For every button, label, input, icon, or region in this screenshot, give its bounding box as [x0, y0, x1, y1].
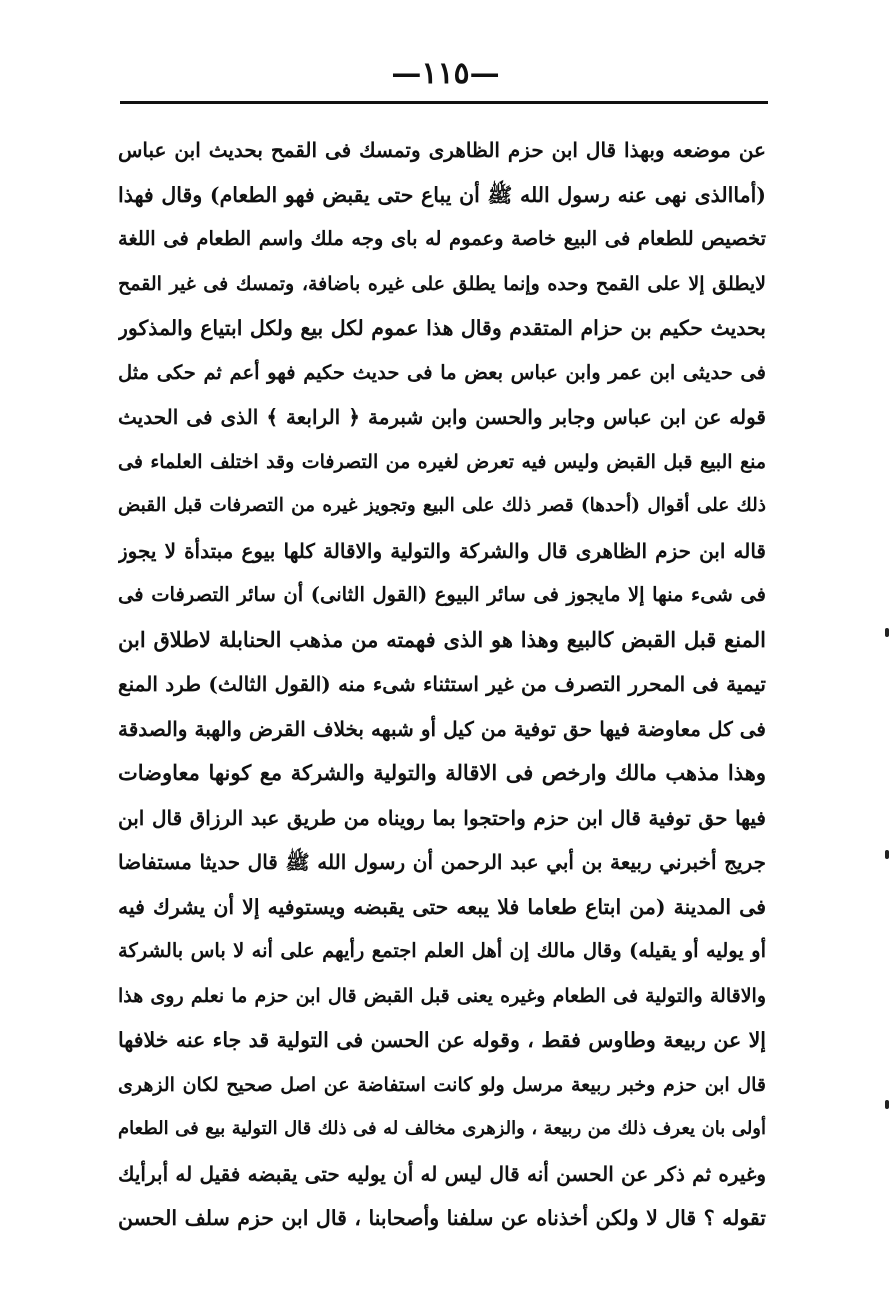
- text-line: أو يوليه أو يقيله) وقال مالك إن أهل العلم اجتمع رأيهم على أنه لا باس بالشركة: [118, 939, 766, 962]
- text-line: أولى بان يعرف ذلك من ربيعة ، والزهرى مخالف له فى ذلك قال التولية بيع فى الطعام: [118, 1118, 766, 1139]
- page-body: [118, 128, 766, 1241]
- text-line: إلا عن ربيعة وطاوس فقط ، وقوله عن الحسن فى التولية قد جاء عنه خلافها: [118, 1028, 766, 1052]
- text-line: تيمية فى المحرر التصرف من غير استثناء شىء منه (القول الثالث) طرد المنع: [118, 672, 766, 696]
- text-line: قاله ابن حزم الظاهرى قال والشركة والتولية والاقالة كلها بيوع مبتدأة لا يجوز: [118, 538, 766, 563]
- text-line: وغيره ثم ذكر عن الحسن أنه قال ليس له أن يوليه حتى يقبضه فقيل له أبرأيك: [118, 1161, 766, 1186]
- text-line: قوله عن ابن عباس وجابر والحسن وابن شبرمة ﴿ الرابعة ﴾ الذى فى الحديث: [118, 405, 766, 429]
- text-line: تقوله ؟ قال لا ولكن أخذناه عن سلفنا وأصحابنا ، قال ابن حزم سلف الحسن: [118, 1206, 766, 1230]
- text-line: فى شىء منها إلا مايجوز فى سائر البيوع (القول الثانى) أن سائر التصرفات فى: [118, 583, 766, 606]
- text-line: والاقالة والتولية فى الطعام وغيره يعنى قبل القبض قال ابن حزم ما نعلم روى هذا: [118, 984, 766, 1007]
- text-line: وهذا مذهب مالك وارخص فى الاقالة والتولية والشركة مع كونها معاوضات: [118, 760, 766, 785]
- text-line: فى كل معاوضة فيها حق توفية من كيل أو شبهه بخلاف القرض والهبة والصدقة: [118, 716, 766, 741]
- text-line: فى حديثى ابن عمر وابن عباس بعض ما فى حديث حكيم فهو أعم ثم حكى مثل: [118, 360, 766, 384]
- text-line: قال ابن حزم وخبر ربيعة مرسل ولو كانت استفاضة عن اصل صحيح لكان الزهرى: [118, 1073, 766, 1096]
- page-number: —١١٥—: [391, 56, 500, 91]
- binding-hole-mark: [885, 1100, 889, 1109]
- text-line: (أماالذى نهى عنه رسول الله ﷺ أن يباع حتى يقبض فهو الطعام) وقال فهذا: [118, 182, 766, 207]
- text-line: جريج أخبرني ربيعة بن أبي عبد الرحمن أن رسول الله ﷺ قال حديثا مستفاضا: [118, 850, 766, 874]
- binding-hole-mark: [885, 850, 889, 859]
- text-line: بحديث حكيم بن حزام المتقدم وقال هذا عموم لكل بيع ولكل ابتياع والمذكور: [118, 316, 766, 340]
- binding-hole-mark: [885, 628, 889, 637]
- text-line: منع البيع قبل القبض وليس فيه تعرض لغيره من التصرفات وقد اختلف العلماء فى: [118, 450, 766, 473]
- text-line: المنع قبل القبض كالبيع وهذا هو الذى فهمته من مذهب الحنابلة لاطلاق ابن: [118, 626, 766, 652]
- text-line: فى المدينة (من ابتاع طعاما فلا يبعه حتى يقبضه ويستوفيه إلا أن يشرك فيه: [118, 894, 766, 919]
- text-line: تخصيص للطعام فى البيع خاصة وعموم له باى وجه ملك واسم الطعام فى اللغة: [118, 227, 766, 250]
- text-line: فيها حق توفية قال ابن حزم واحتجوا بما رويناه من طريق عبد الرزاق قال ابن: [118, 805, 766, 830]
- header-rule: [120, 101, 768, 104]
- text-line: ذلك على أقوال (أحدها) قصر ذلك على البيع وتجويز غيره من التصرفات قبل القبض: [118, 495, 766, 516]
- text-line: لايطلق إلا على القمح وحده وإنما يطلق على غيره باضافة، وتمسك فى غير القمح: [118, 272, 766, 295]
- text-line: عن موضعه وبهذا قال ابن حزم الظاهرى وتمسك فى القمح بحديث ابن عباس: [118, 138, 766, 162]
